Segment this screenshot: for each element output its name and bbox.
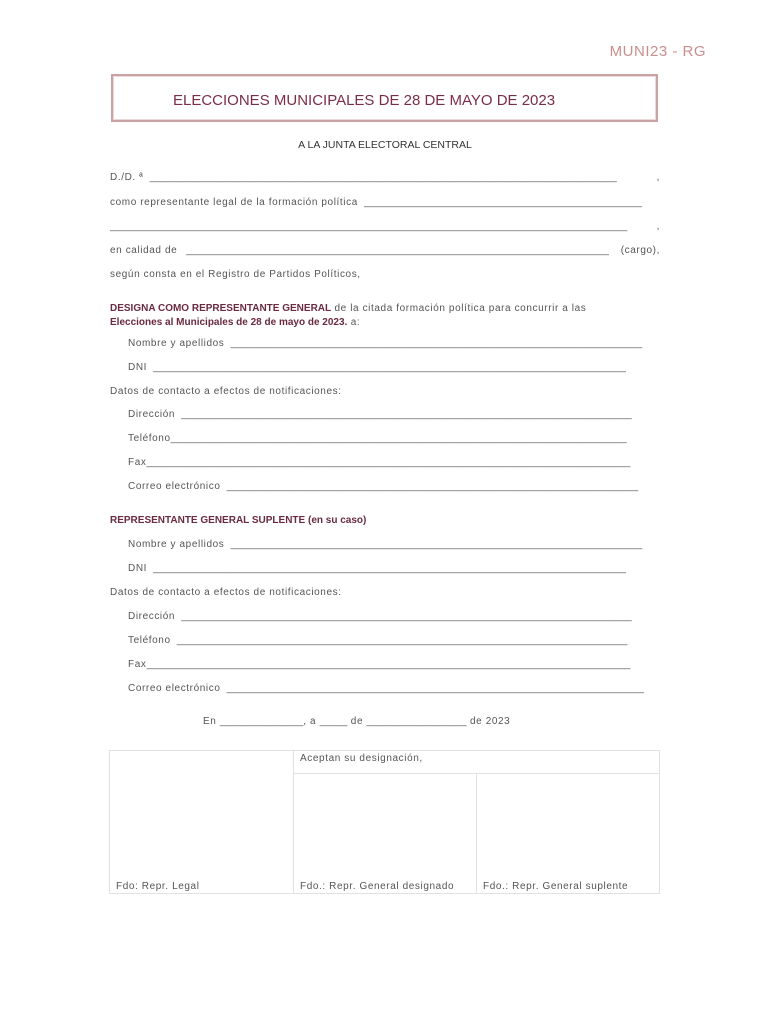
formacion-continued-field[interactable]	[110, 221, 660, 235]
calidad-label: en calidad de	[110, 245, 178, 256]
suplente-telefono-field[interactable]	[128, 635, 654, 649]
date-de: de	[350, 716, 364, 727]
suplente-heading	[110, 515, 660, 529]
general-nombre-label: Nombre y apellidos	[128, 338, 225, 349]
dd-label: D./D. ª	[110, 172, 144, 183]
designa-bold2: Elecciones al Municipales de 28 de mayo de 2023.	[110, 317, 348, 328]
suplente-dni-field[interactable]	[128, 563, 654, 577]
form-code: MUNI23 - RG	[609, 43, 706, 60]
calidad-blank: ____________________________________________________________________________	[180, 245, 609, 256]
title-box	[111, 74, 658, 122]
date-month-blank: __________________	[366, 716, 467, 727]
designa-end: a:	[347, 317, 361, 328]
designa-text: de la citada formación política para concurrir a las	[331, 303, 587, 314]
dd-blank: ____________________________________________________________________________________	[146, 172, 617, 183]
suplente-nombre-label: Nombre y apellidos	[128, 539, 225, 550]
general-correo-blank: __________________________________________________________________________	[223, 481, 639, 492]
general-dni-label: DNI	[128, 362, 148, 373]
general-correo-field[interactable]	[128, 481, 654, 495]
date-line[interactable]	[203, 716, 603, 730]
dd-end: ,	[656, 172, 660, 183]
suplente-correo-field[interactable]	[128, 683, 654, 697]
suplente-heading-text: REPRESENTANTE GENERAL SUPLENTE (en su caso)	[110, 515, 367, 526]
representante-label: como representante legal de la formación política	[110, 197, 358, 208]
date-year: de 2023	[470, 716, 511, 727]
formacion-continued-blank: _____________________________________________________________________________________________	[110, 221, 628, 232]
general-fax-blank: _______________________________________________________________________________________	[146, 457, 631, 468]
designa-paragraph	[110, 302, 660, 330]
general-contacto-label: Datos de contacto a efectos de notificaciones:	[110, 386, 342, 397]
date-a: , a	[303, 716, 317, 727]
formacion-line-end: ,	[656, 221, 660, 232]
suplente-telefono-label: Teléfono	[128, 635, 171, 646]
suplente-contacto-label: Datos de contacto a efectos de notificaciones:	[110, 587, 342, 598]
date-place-blank: _______________	[219, 716, 304, 727]
suplente-nombre-blank: __________________________________________________________________________	[227, 539, 643, 550]
general-dni-field[interactable]	[128, 362, 654, 376]
general-telefono-label: Teléfono	[128, 433, 171, 444]
signature-legal-cell[interactable]	[110, 751, 294, 893]
suplente-telefono-blank: _________________________________________________________________________________	[174, 635, 628, 646]
suplente-fax-label: Fax	[128, 659, 147, 670]
signature-suplente-cell[interactable]	[477, 774, 659, 893]
signature-designado-label: Fdo.: Repr. General designado	[300, 881, 455, 892]
acceptance-cell	[294, 751, 659, 774]
date-day-blank: _____	[319, 716, 348, 727]
suplente-direccion-label: Dirección	[128, 611, 176, 622]
signature-suplente-label: Fdo.: Repr. General suplente	[483, 881, 629, 892]
formacion-blank: __________________________________________________	[361, 197, 643, 208]
suplente-nombre-field[interactable]	[128, 539, 654, 553]
signature-legal-label: Fdo: Repr. Legal	[116, 881, 200, 892]
suplente-correo-blank: ___________________________________________________________________________	[223, 683, 644, 694]
acceptance-text: Aceptan su designación,	[300, 753, 423, 764]
suplente-fax-field[interactable]	[128, 659, 654, 673]
general-correo-label: Correo electrónico	[128, 481, 221, 492]
addressee: A LA JUNTA ELECTORAL CENTRAL	[298, 139, 472, 151]
general-nombre-blank: __________________________________________________________________________	[227, 338, 643, 349]
suplente-direccion-field[interactable]	[128, 611, 654, 625]
general-direccion-field[interactable]	[128, 409, 654, 423]
general-fax-field[interactable]	[128, 457, 654, 471]
general-telefono-field[interactable]	[128, 433, 654, 447]
general-direccion-label: Dirección	[128, 409, 176, 420]
general-fax-label: Fax	[128, 457, 147, 468]
suplente-correo-label: Correo electrónico	[128, 683, 221, 694]
general-nombre-field[interactable]	[128, 338, 654, 352]
designa-bold: DESIGNA COMO REPRESENTANTE GENERAL	[110, 303, 332, 314]
suplente-direccion-blank: _________________________________________________________________________________	[178, 611, 632, 622]
calidad-field[interactable]	[110, 245, 660, 259]
general-dni-blank: _____________________________________________________________________________________	[150, 362, 626, 373]
formacion-field[interactable]	[110, 197, 660, 211]
suplente-fax-blank: _______________________________________________________________________________________	[146, 659, 631, 670]
date-en: En	[203, 716, 217, 727]
signature-designado-cell[interactable]	[294, 774, 477, 893]
general-direccion-blank: _________________________________________________________________________________	[178, 409, 632, 420]
suplente-dni-label: DNI	[128, 563, 148, 574]
calidad-suffix: (cargo),	[620, 245, 660, 256]
page-title: ELECCIONES MUNICIPALES DE 28 DE MAYO DE 2023	[173, 92, 556, 109]
general-telefono-blank: __________________________________________________________________________________	[170, 433, 627, 444]
registro-text: según consta en el Registro de Partidos Políticos,	[110, 269, 361, 280]
dd-field[interactable]	[110, 172, 660, 186]
suplente-dni-blank: _____________________________________________________________________________________	[150, 563, 626, 574]
signature-table	[109, 750, 660, 894]
